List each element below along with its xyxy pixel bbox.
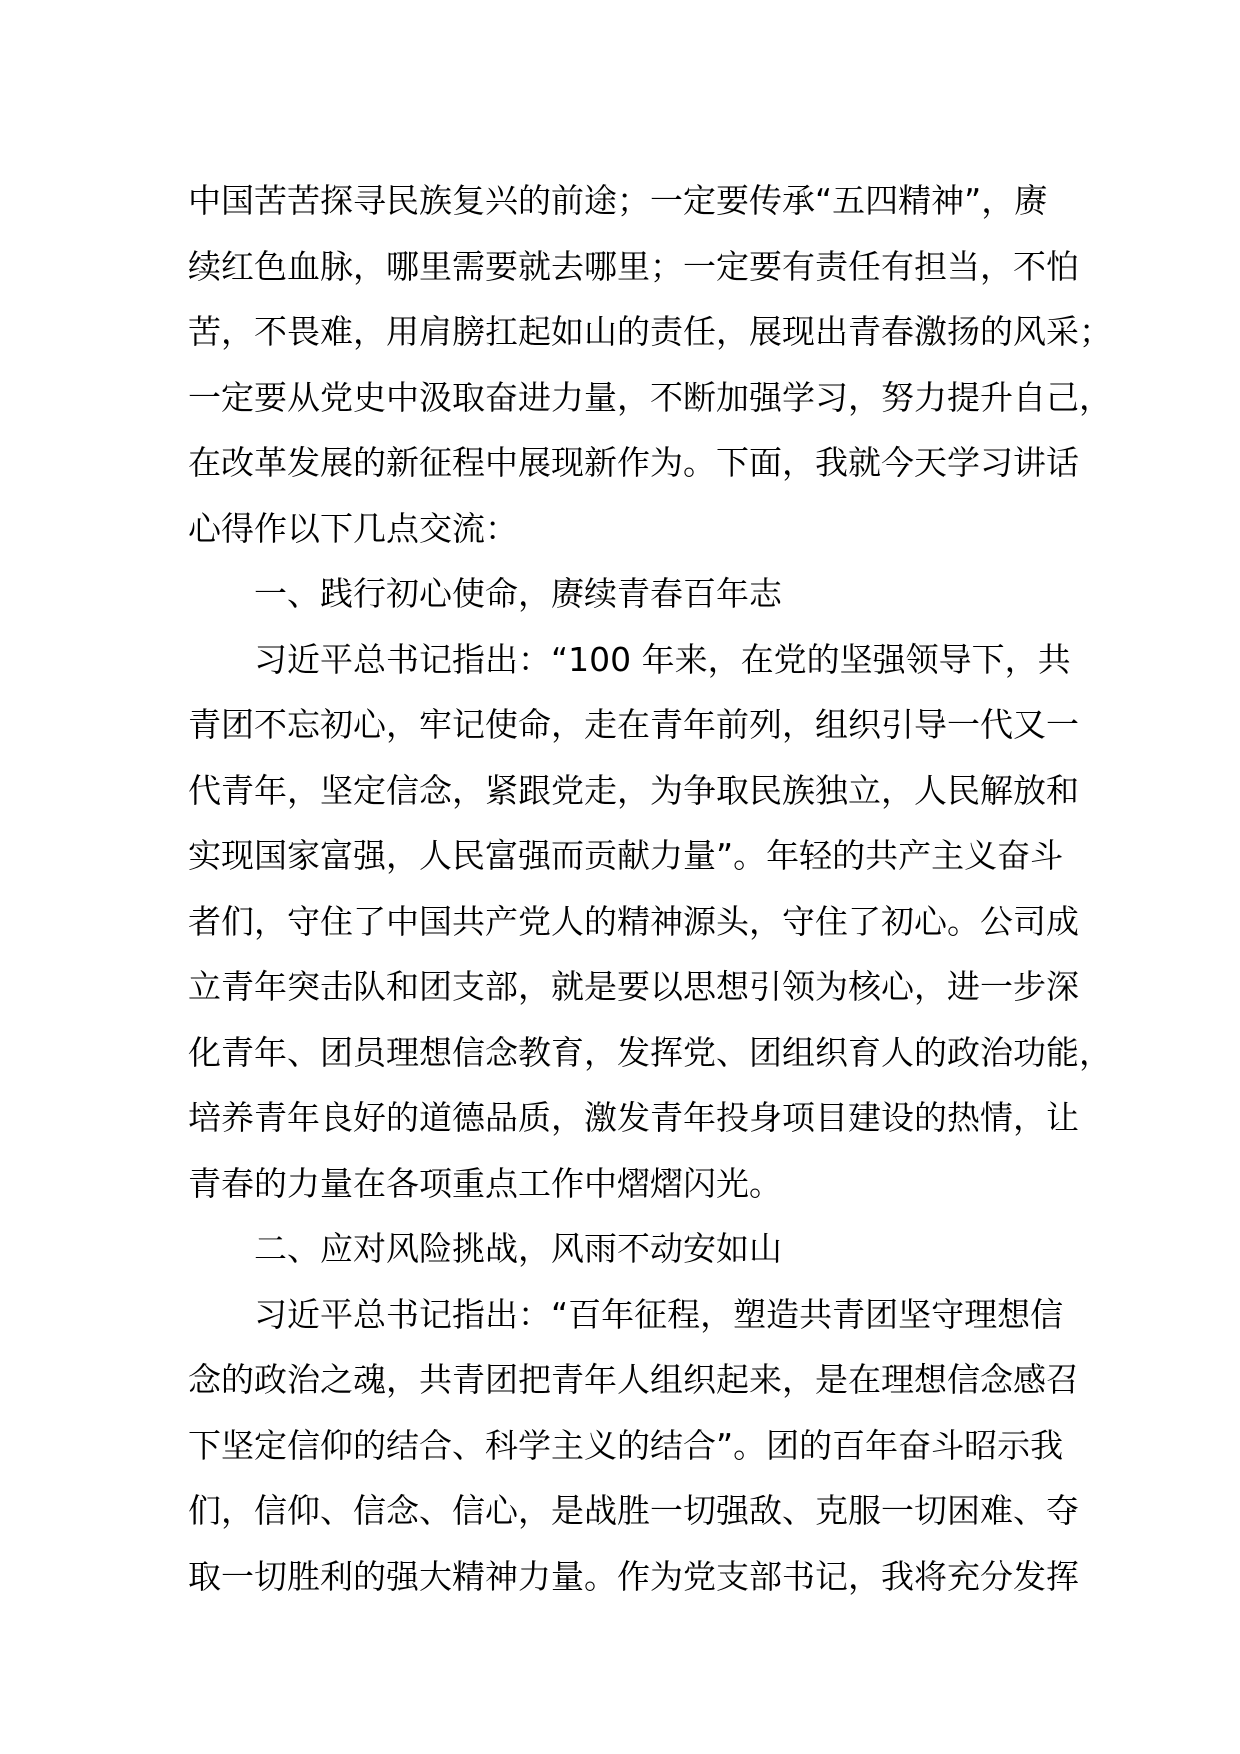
- text-line: 们，信仰、信念、信心，是战胜一切强敌、克服一切困难、夺: [188, 1491, 1079, 1530]
- text-line: 青春的力量在各项重点工作中熠熠闪光。: [188, 1163, 782, 1203]
- text-line: 续红色血脉，哪里需要就去哪里；一定要有责任有担当，不怕: [188, 246, 1079, 286]
- text-line: 在改革发展的新征程中展现新作为。下面，我就今天学习讲话: [188, 443, 1079, 482]
- text-line: 化青年、团员理想信念教育，发挥党、团组织育人的政治功能，: [188, 1032, 1112, 1072]
- text-line: 青团不忘初心，牢记使命，走在青年前列，组织引导一代又一: [188, 705, 1079, 744]
- text-line: 培养青年良好的道德品质，激发青年投身项目建设的热情，让: [188, 1098, 1079, 1137]
- text-line: 习近平总书记指出：“100 年来，在党的坚强领导下，共: [254, 639, 1071, 679]
- text-line: 中国苦苦探寻民族复兴的前途；一定要传承“五四精神”，赓: [188, 181, 1048, 220]
- text-line: 实现国家富强，人民富强而贡献力量”。年轻的共产主义奋斗: [188, 836, 1064, 875]
- text-line: 一定要从党史中汲取奋进力量，不断加强学习，努力提升自己，: [188, 377, 1112, 417]
- text-line: 心得作以下几点交流：: [188, 508, 518, 548]
- document-body: [188, 168, 1112, 1609]
- text-line: 下坚定信仰的结合、科学主义的结合”。团的百年奋斗昭示我: [188, 1425, 1064, 1465]
- text-line: 取一切胜利的强大精神力量。作为党支部书记，我将充分发挥: [188, 1556, 1079, 1596]
- section-heading-2: 二、应对风险挑战，风雨不动安如山: [254, 1229, 782, 1268]
- text-line: 代青年，坚定信念，紧跟党走，为争取民族独立，人民解放和: [188, 770, 1079, 810]
- text-line: 苦，不畏难，用肩膀扛起如山的责任，展现出青春激扬的风采；: [188, 312, 1112, 351]
- text-line: 念的政治之魂，共青团把青年人组织起来，是在理想信念感召: [188, 1360, 1079, 1399]
- text-line: 者们，守住了中国共产党人的精神源头，守住了初心。公司成: [188, 901, 1079, 941]
- text-line: 立青年突击队和团支部，就是要以思想引领为核心，进一步深: [188, 967, 1079, 1006]
- text-line: 习近平总书记指出：“百年征程，塑造共青团坚守理想信: [254, 1294, 1064, 1334]
- section-heading-1: 一、践行初心使命，赓续青春百年志: [254, 574, 782, 613]
